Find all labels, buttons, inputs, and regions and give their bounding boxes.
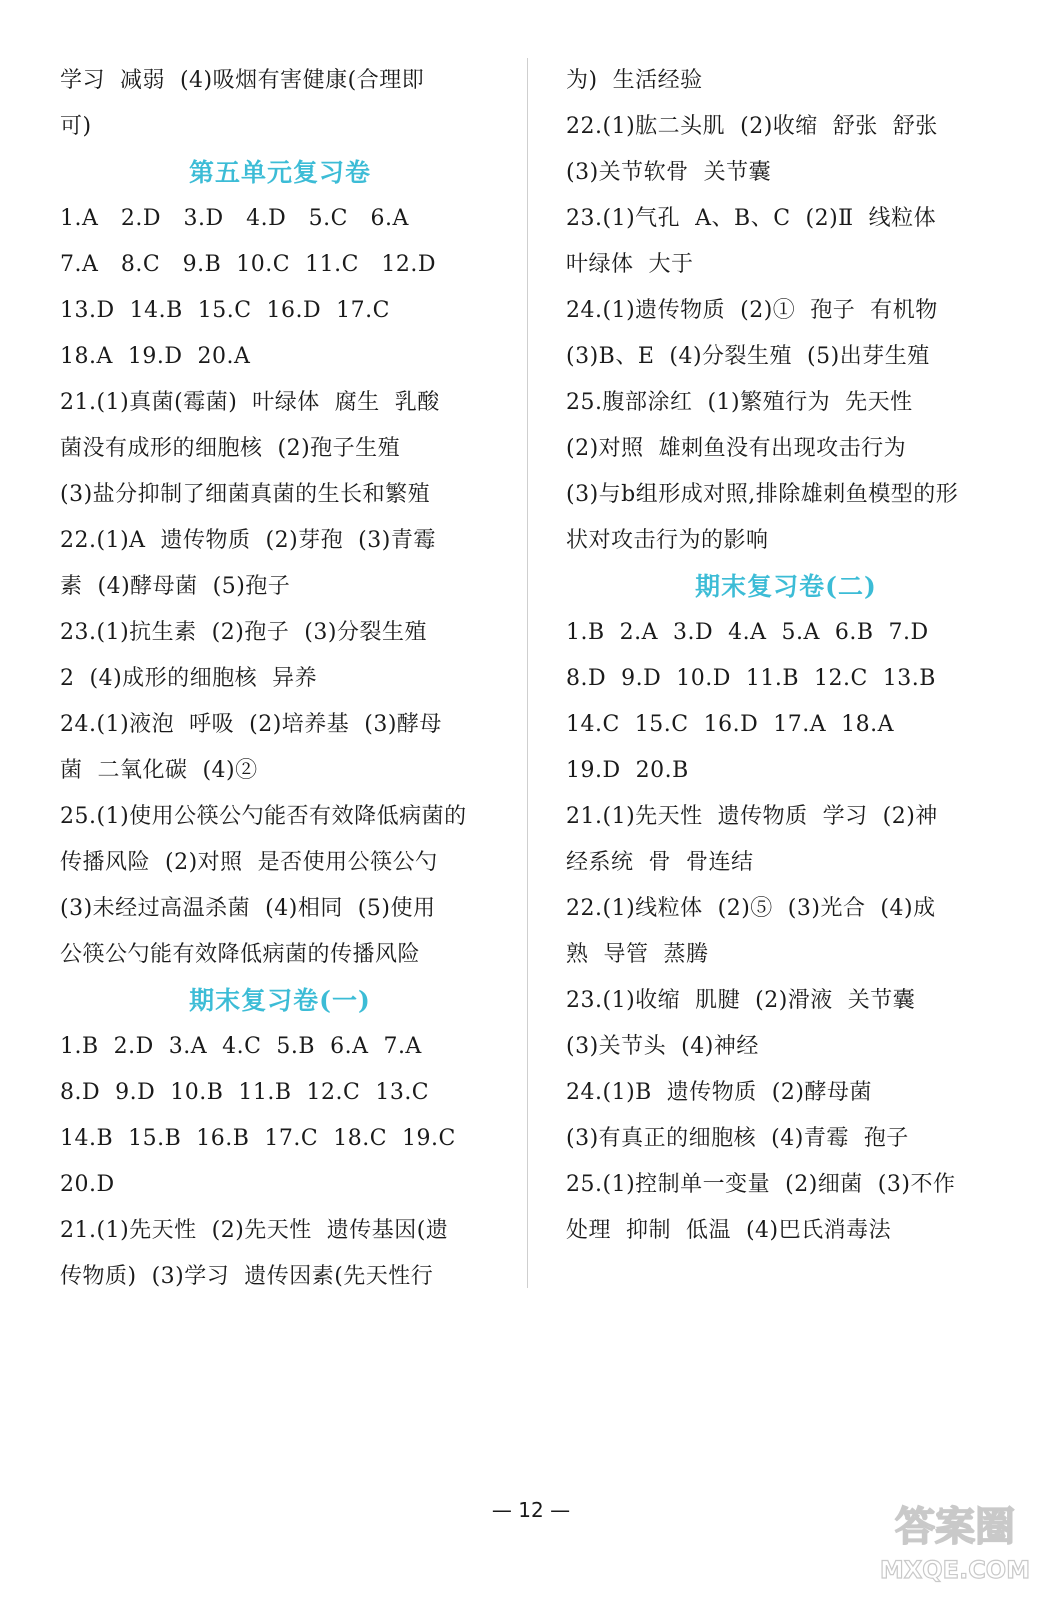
- answer-line: 20.D: [60, 1172, 115, 1197]
- answer-line: 13.D 14.B 15.C 16.D 17.C: [60, 298, 390, 323]
- answer-line: 可): [60, 114, 92, 139]
- answer-line: 7.A 8.C 9.B 10.C 11.C 12.D: [60, 252, 437, 277]
- watermark-url: MXQE.COM: [879, 1556, 1031, 1584]
- answer-line: 14.B 15.B 16.B 17.C 18.C 19.C: [60, 1126, 456, 1151]
- answer-line: (2)对照 雄刺鱼没有出现攻击行为: [566, 436, 907, 461]
- answer-line: 22.(1)A 遗传物质 (2)芽孢 (3)青霉: [60, 528, 436, 553]
- answer-line: 学习 减弱 (4)吸烟有害健康(合理即: [60, 68, 425, 93]
- answer-line: 经系统 骨 骨连结: [566, 850, 754, 875]
- answer-line: (3)有真正的细胞核 (4)青霉 孢子: [566, 1126, 909, 1151]
- answer-line: (3)未经过高温杀菌 (4)相同 (5)使用: [60, 896, 436, 921]
- answer-line: 菌没有成形的细胞核 (2)孢子生殖: [60, 436, 401, 461]
- right-column: [566, 58, 1006, 1254]
- answer-line: 25.(1)使用公筷公勺能否有效降低病菌的: [60, 804, 467, 829]
- answer-line: 公筷公勺能有效降低病菌的传播风险: [60, 942, 421, 967]
- answer-line: 21.(1)真菌(霉菌) 叶绿体 腐生 乳酸: [60, 390, 440, 415]
- answer-line: 24.(1)液泡 呼吸 (2)培养基 (3)酵母: [60, 712, 442, 737]
- answer-line: 传播风险 (2)对照 是否使用公筷公勺: [60, 850, 438, 875]
- answer-line: (3)盐分抑制了细菌真菌的生长和繁殖: [60, 482, 431, 507]
- answer-line: 23.(1)气孔 A、B、C (2)Ⅱ 线粒体: [566, 206, 937, 231]
- answer-line: 菌 二氧化碳 (4)②: [60, 758, 258, 783]
- answer-line: (3)关节软骨 关节囊: [566, 160, 772, 185]
- section-heading: 期末复习卷(二): [695, 572, 877, 601]
- answer-line: (3)关节头 (4)神经: [566, 1034, 759, 1059]
- answer-line: (3)与b组形成对照,排除雄刺鱼模型的形: [566, 482, 959, 507]
- answer-line: 24.(1)遗传物质 (2)① 孢子 有机物: [566, 298, 938, 323]
- answer-line: 1.A 2.D 3.D 4.D 5.C 6.A: [60, 206, 409, 231]
- page-number: — 12 —: [491, 1498, 571, 1522]
- answer-line: 21.(1)先天性 遗传物质 学习 (2)神: [566, 804, 938, 829]
- answer-line: 状对攻击行为的影响: [566, 528, 769, 553]
- answer-line: 24.(1)B 遗传物质 (2)酵母菌: [566, 1080, 872, 1105]
- left-column: [60, 58, 500, 1300]
- watermark-title: 答案圈: [895, 1504, 1015, 1550]
- answer-line: 1.B 2.A 3.D 4.A 5.A 6.B 7.D: [566, 620, 929, 645]
- watermark-logo: [870, 1494, 1040, 1586]
- answer-line: 8.D 9.D 10.D 11.B 12.C 13.B: [566, 666, 936, 691]
- answer-line: 22.(1)肱二头肌 (2)收缩 舒张 舒张: [566, 114, 938, 139]
- answer-line: 2 (4)成形的细胞核 异养: [60, 666, 318, 691]
- section-heading: 第五单元复习卷: [188, 158, 371, 187]
- answer-line: 1.B 2.D 3.A 4.C 5.B 6.A 7.A: [60, 1034, 422, 1059]
- answer-line: 18.A 19.D 20.A: [60, 344, 251, 369]
- column-divider: [527, 58, 528, 1288]
- answer-line: 为) 生活经验: [566, 68, 703, 93]
- answer-line: 23.(1)抗生素 (2)孢子 (3)分裂生殖: [60, 620, 427, 645]
- answer-line: 熟 导管 蒸腾: [566, 942, 709, 967]
- answer-line: 素 (4)酵母菌 (5)孢子: [60, 574, 291, 599]
- answer-line: 25.(1)控制单一变量 (2)细菌 (3)不作: [566, 1172, 956, 1197]
- answer-line: (3)B、E (4)分裂生殖 (5)出芽生殖: [566, 344, 930, 369]
- answer-line: 叶绿体 大于: [566, 252, 694, 277]
- section-heading: 期末复习卷(一): [189, 986, 371, 1015]
- answer-line: 21.(1)先天性 (2)先天性 遗传基因(遗: [60, 1218, 449, 1243]
- answer-line: 22.(1)线粒体 (2)⑤ (3)光合 (4)成: [566, 896, 936, 921]
- answer-line: 23.(1)收缩 肌腱 (2)滑液 关节囊: [566, 988, 916, 1013]
- answer-line: 25.腹部涂红 (1)繁殖行为 先天性: [566, 390, 913, 415]
- answer-line: 19.D 20.B: [566, 758, 689, 783]
- answer-line: 传物质) (3)学习 遗传因素(先天性行: [60, 1264, 434, 1289]
- answer-line: 14.C 15.C 16.D 17.A 18.A: [566, 712, 894, 737]
- answer-line: 处理 抑制 低温 (4)巴氏消毒法: [566, 1218, 892, 1243]
- answer-line: 8.D 9.D 10.B 11.B 12.C 13.C: [60, 1080, 430, 1105]
